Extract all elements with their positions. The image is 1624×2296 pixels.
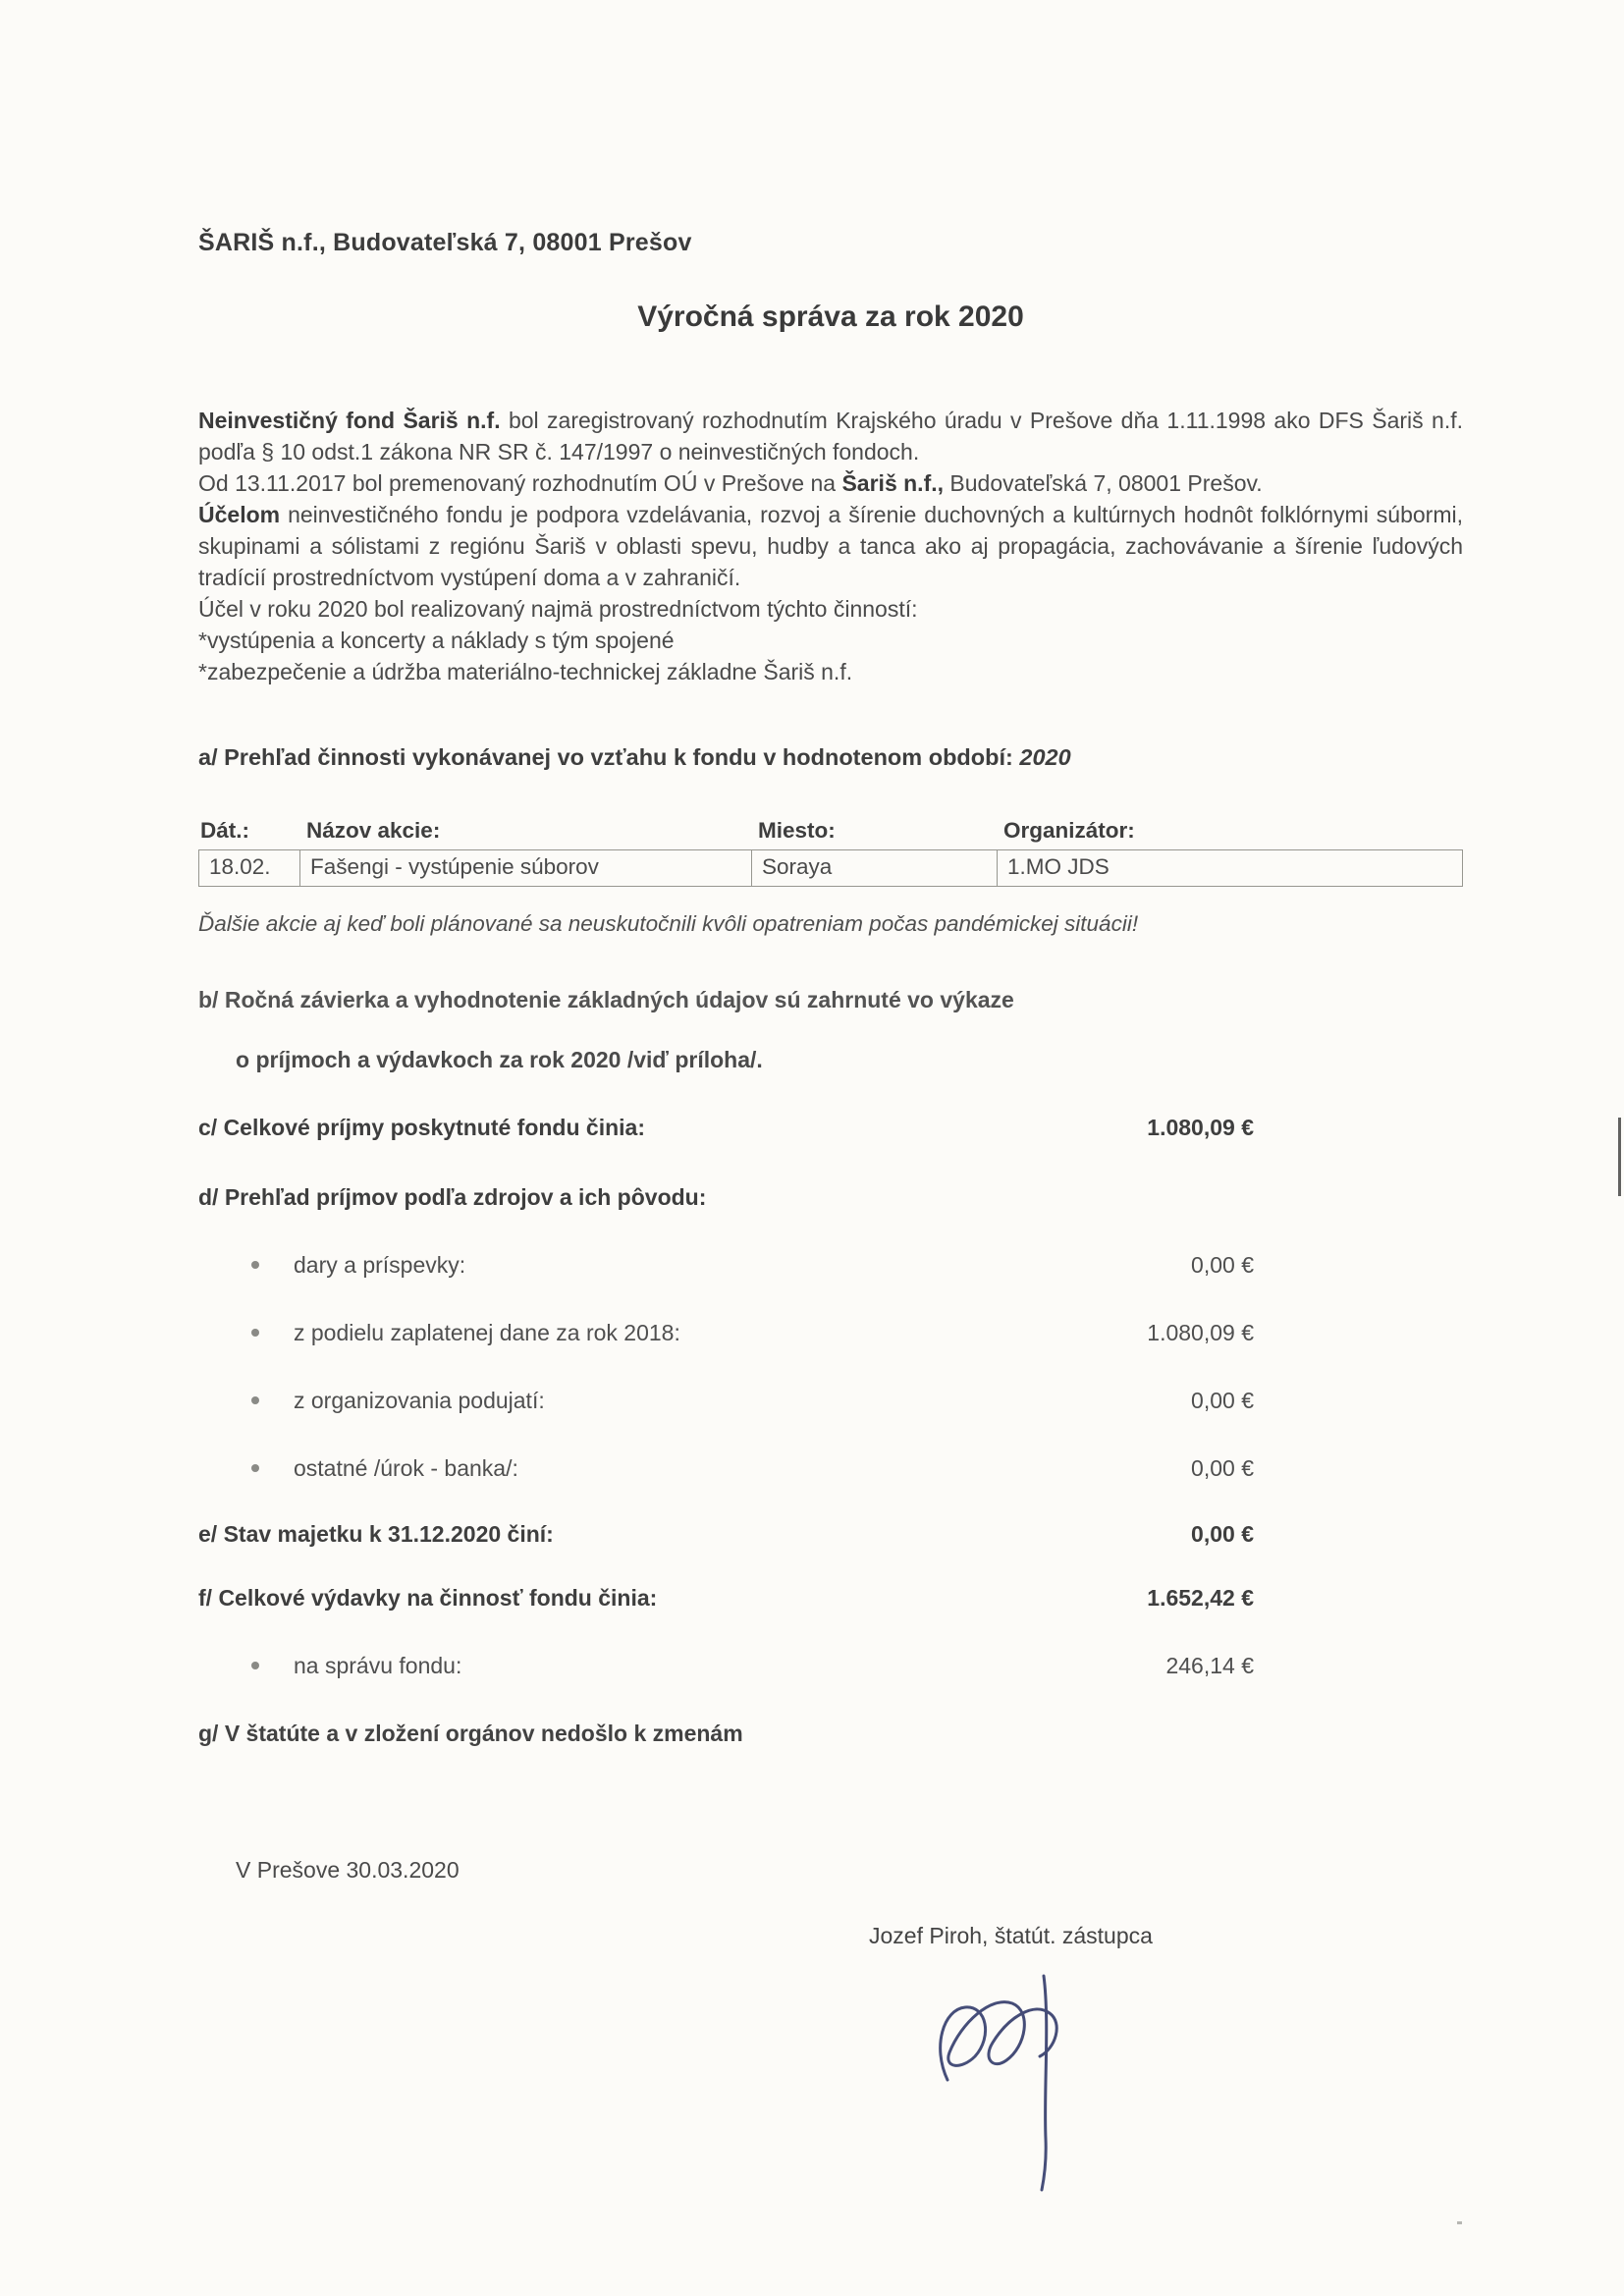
- activity-list-item-1: *vystúpenia a koncerty a náklady s tým spojené: [198, 628, 675, 653]
- handwritten-signature-icon: [918, 1962, 1105, 2198]
- document-title: Výročná správa za rok 2020: [637, 301, 1024, 333]
- fund-name-bold: Neinvestičný fond Šariš n.f.: [198, 408, 501, 433]
- section-c-label: c/ Celkové príjmy poskytnuté fondu činia:: [198, 1115, 645, 1140]
- table-header-organizer: Organizátor:: [1003, 818, 1135, 843]
- bullet-icon: [251, 1261, 259, 1269]
- scan-artifact: [1457, 2221, 1462, 2224]
- income-item-label: ostatné /úrok - banka/:: [294, 1455, 518, 1481]
- section-a-year: 2020: [1019, 744, 1071, 770]
- table-header-date: Dát.:: [200, 818, 249, 843]
- intro-paragraph-registration: Neinvestičný fond Šariš n.f. bol zaregistrovaný rozhodnutím Krajského úradu v Prešove dňa 1.11.1998 ako DFS Šariš n.f. podľa § 10 odst.1 zákona NR SR č. 147/1997 o neinvestičných fondoch.: [198, 408, 1463, 465]
- expense-item-row: [198, 1653, 1463, 1679]
- document-header-address: ŠARIŠ n.f., Budovateľská 7, 08001 Prešov: [198, 229, 692, 256]
- income-item-value: 0,00 €: [1191, 1455, 1254, 1481]
- income-item-row: [198, 1252, 1463, 1279]
- pandemic-note: Ďalšie akcie aj keď boli plánované sa neuskutočnili kvôli opatreniam počas pandémickej situácii!: [198, 911, 1139, 936]
- signatory-name: Jozef Piroh, štatút. zástupca: [869, 1923, 1153, 1948]
- section-e-row: [198, 1521, 1463, 1548]
- income-item-value: 1.080,09 €: [1147, 1320, 1254, 1345]
- table-cell-place: Soraya: [751, 850, 997, 886]
- table-header-place: Miesto:: [758, 818, 836, 843]
- bullet-icon: [251, 1662, 259, 1669]
- section-c-value: 1.080,09 €: [1147, 1115, 1254, 1140]
- intro-section: [198, 405, 1463, 687]
- section-b-line2: o príjmoch a výdavkoch za rok 2020 /viď príloha/.: [236, 1047, 763, 1072]
- activity-table-header-row: [198, 818, 1463, 844]
- activity-table: [198, 818, 1463, 887]
- income-item-row: [198, 1320, 1463, 1346]
- document-content: [198, 0, 1463, 1949]
- section-f-row: [198, 1585, 1463, 1612]
- income-item-row: [198, 1455, 1463, 1482]
- fund-name-bold-2: Šariš n.f.,: [841, 470, 945, 496]
- income-item-value: 0,00 €: [1191, 1252, 1254, 1278]
- intro-paragraph-purpose: Účelom neinvestičného fondu je podpora vzdelávania, rozvoj a šírenie duchovných a kultúrnych hodnôt folklórnymi súbormi, skupinami a sólistami z regiónu Šariš v oblasti spevu, hudby a tanca ako aj propagácia, zachovávanie a šírenie ľudových tradícií prostredníctvom vystúpení doma a v zahraničí.: [198, 502, 1463, 590]
- section-g-line: g/ V štatúte a v zložení orgánov nedošlo k zmenám: [198, 1721, 743, 1746]
- table-cell-date: 18.02.: [209, 854, 271, 879]
- income-item-row: [198, 1388, 1463, 1414]
- section-f-value: 1.652,42 €: [1147, 1585, 1254, 1611]
- section-b-line1: b/ Ročná závierka a vyhodnotenie základných údajov sú zahrnuté vo výkaze: [198, 987, 1014, 1012]
- scan-artifact: [1618, 1118, 1621, 1196]
- place-and-date: V Prešove 30.03.2020: [236, 1857, 460, 1883]
- table-cell-event: Fašengi - vystúpenie súborov: [299, 850, 751, 886]
- income-item-label: z organizovania podujatí:: [294, 1388, 545, 1413]
- intro-paragraph-rename: Od 13.11.2017 bol premenovaný rozhodnutím OÚ v Prešove na Šariš n.f., Budovateľská 7, 08001 Prešov.: [198, 470, 1263, 496]
- table-header-event: Názov akcie:: [306, 818, 441, 843]
- section-d-heading: d/ Prehľad príjmov podľa zdrojov a ich pôvodu:: [198, 1184, 707, 1210]
- bullet-icon: [251, 1464, 259, 1472]
- income-item-label: dary a príspevky:: [294, 1252, 466, 1278]
- table-row: [198, 849, 1463, 887]
- income-item-label: z podielu zaplatenej dane za rok 2018:: [294, 1320, 680, 1345]
- table-cell-organizer: 1.MO JDS: [997, 850, 1462, 886]
- bullet-icon: [251, 1329, 259, 1337]
- bullet-icon: [251, 1396, 259, 1404]
- section-e-value: 0,00 €: [1191, 1521, 1254, 1547]
- section-e-label: e/ Stav majetku k 31.12.2020 činí:: [198, 1521, 554, 1547]
- purpose-bold: Účelom: [198, 502, 281, 527]
- section-a-heading: a/ Prehľad činnosti vykonávanej vo vzťahu k fondu v hodnotenom období: 2020: [198, 744, 1071, 770]
- activity-list-item-2: *zabezpečenie a údržba materiálno-technickej základne Šariš n.f.: [198, 659, 853, 684]
- income-item-value: 0,00 €: [1191, 1388, 1254, 1413]
- section-f-label: f/ Celkové výdavky na činnosť fondu činia:: [198, 1585, 658, 1611]
- section-c-row: [198, 1115, 1463, 1141]
- expense-item-value: 246,14 €: [1165, 1653, 1254, 1678]
- intro-paragraph-activities: Účel v roku 2020 bol realizovaný najmä prostredníctvom týchto činností:: [198, 596, 918, 622]
- expense-item-label: na správu fondu:: [294, 1653, 462, 1678]
